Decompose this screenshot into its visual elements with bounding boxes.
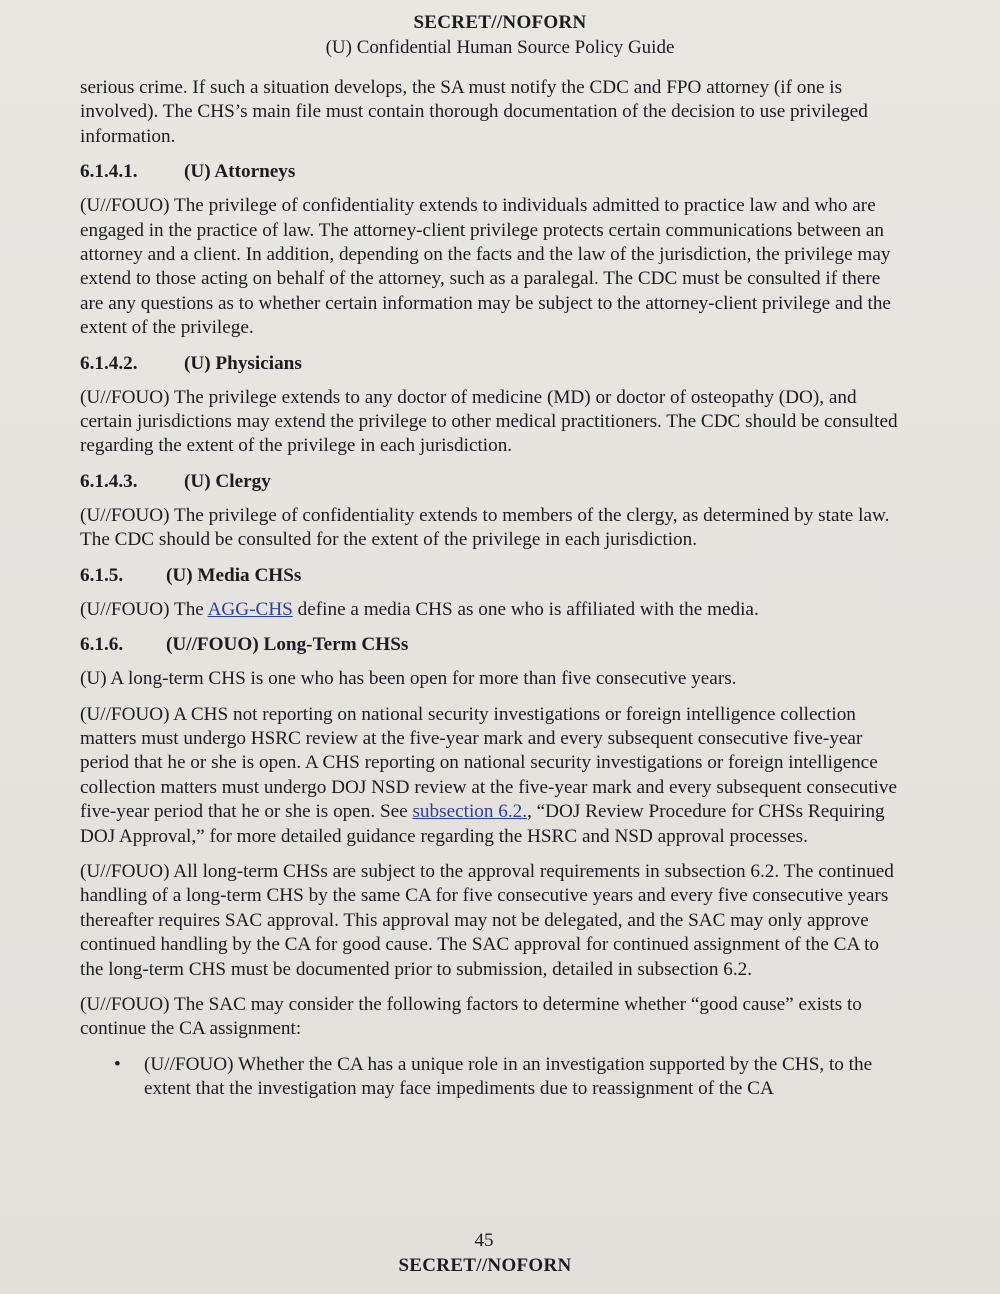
agg-chs-link[interactable]: AGG-CHS — [207, 598, 293, 620]
section-heading-6-1-5 — [80, 564, 900, 588]
section-number: 6.1.4.3. — [80, 470, 138, 492]
list-item — [80, 1053, 900, 1102]
paragraph-good-cause: (U//FOUO) The SAC may consider the following factors to determine whether “good cause” exists to continue the CA assignment: — [80, 993, 862, 1040]
list-item-text: (U//FOUO) Whether the CA has a unique role in an investigation supported by the CHS, to the extent that the investigation may face impediments due to reassignment of the CA — [144, 1053, 873, 1100]
header-title: (U) Confidential Human Source Policy Guide — [325, 37, 675, 58]
paragraph-attorneys: (U//FOUO) The privilege of confidentiality extends to individuals admitted to practice law and who are engaged in the practice of law. The attorney-client privilege protects certain communications between an attorney and a client. In addition, depending on the facts and the law of the jurisdiction, the privilege may extend to those acting on behalf of the attorney, such as a paralegal. The CDC must be consulted if there are any questions as to whether certain information may be subject to the attorney-client privilege and the extent of the privilege. — [80, 195, 891, 339]
header-classification: SECRET//NOFORN — [413, 12, 587, 33]
text-run: (U//FOUO) The — [80, 598, 208, 620]
section-title: (U//FOUO) Long-Term CHSs — [166, 634, 409, 656]
text-run: , “DOJ Review Procedure for CHSs Requiring DOJ Approval,” for more detailed guidance regarding the HSRC and NSD approval processes. — [80, 801, 885, 847]
paragraph-long-term-review — [80, 703, 900, 849]
paragraph-clergy: (U//FOUO) The privilege of confidentiality extends to members of the clergy, as determined by state law. The CDC should be consulted for the extent of the privilege in each jurisdiction. — [80, 504, 890, 551]
section-heading-6-1-4-1 — [80, 160, 900, 184]
section-number: 6.1.4.1. — [80, 161, 138, 183]
section-number: 6.1.5. — [80, 564, 124, 586]
page-body — [80, 76, 900, 1102]
section-number: 6.1.4.2. — [80, 352, 138, 374]
subsection-6-2-link[interactable]: subsection 6.2. — [412, 801, 528, 823]
section-title: (U) Physicians — [184, 352, 302, 374]
bullet-icon: • — [114, 1053, 121, 1075]
section-heading-6-1-6 — [80, 633, 900, 657]
section-number: 6.1.6. — [80, 634, 124, 656]
section-heading-6-1-4-2 — [80, 352, 900, 376]
paragraph-continuation: serious crime. If such a situation develops, the SA must notify the CDC and FPO attorney (if one is involved). The CHS’s main file must contain thorough documentation of the decision to use privileged information. — [80, 77, 868, 147]
page-number: 45 — [474, 1230, 494, 1251]
paragraph-physicians: (U//FOUO) The privilege extends to any doctor of medicine (MD) or doctor of osteopathy (DO), and certain jurisdictions may extend the privilege to other medical practitioners. The CDC should be consulted regarding the extent of the privilege in each jurisdiction. — [80, 386, 898, 457]
section-title: (U) Attorneys — [184, 161, 296, 183]
good-cause-factors-list — [80, 1053, 900, 1102]
text-run: define a media CHS as one who is affiliated with the media. — [292, 598, 759, 620]
footer-classification: SECRET//NOFORN — [398, 1255, 572, 1276]
paragraph-long-term-definition: (U) A long-term CHS is one who has been open for more than five consecutive years. — [80, 668, 737, 690]
paragraph-long-term-approval: (U//FOUO) All long-term CHSs are subject to the approval requirements in subsection 6.2. The continued handling of a long-term CHS by the same CA for five consecutive years and every five consecutive years thereafter requires SAC approval. This approval may not be delegated, and the SAC may only approve continued handling by the CA for good cause. The SAC approval for continued assignment of the CA to the long-term CHS must be documented prior to submission, detailed in subsection 6.2. — [80, 860, 894, 980]
section-title: (U) Media CHSs — [166, 564, 302, 586]
section-title: (U) Clergy — [184, 470, 271, 492]
section-heading-6-1-4-3 — [80, 470, 900, 494]
paragraph-media-chs — [80, 598, 900, 622]
text-run: (U//FOUO) A CHS not reporting on national security investigations or foreign intelligence collection matters must undergo HSRC review at the five-year mark and every subsequent consecutive five-year period that he or she is open. A CHS reporting on national security investigations or foreign intelligence collection matters must undergo DOJ NSD review at the five-year mark and every subsequent consecutive five-year period that he or she is open. See — [80, 703, 897, 823]
